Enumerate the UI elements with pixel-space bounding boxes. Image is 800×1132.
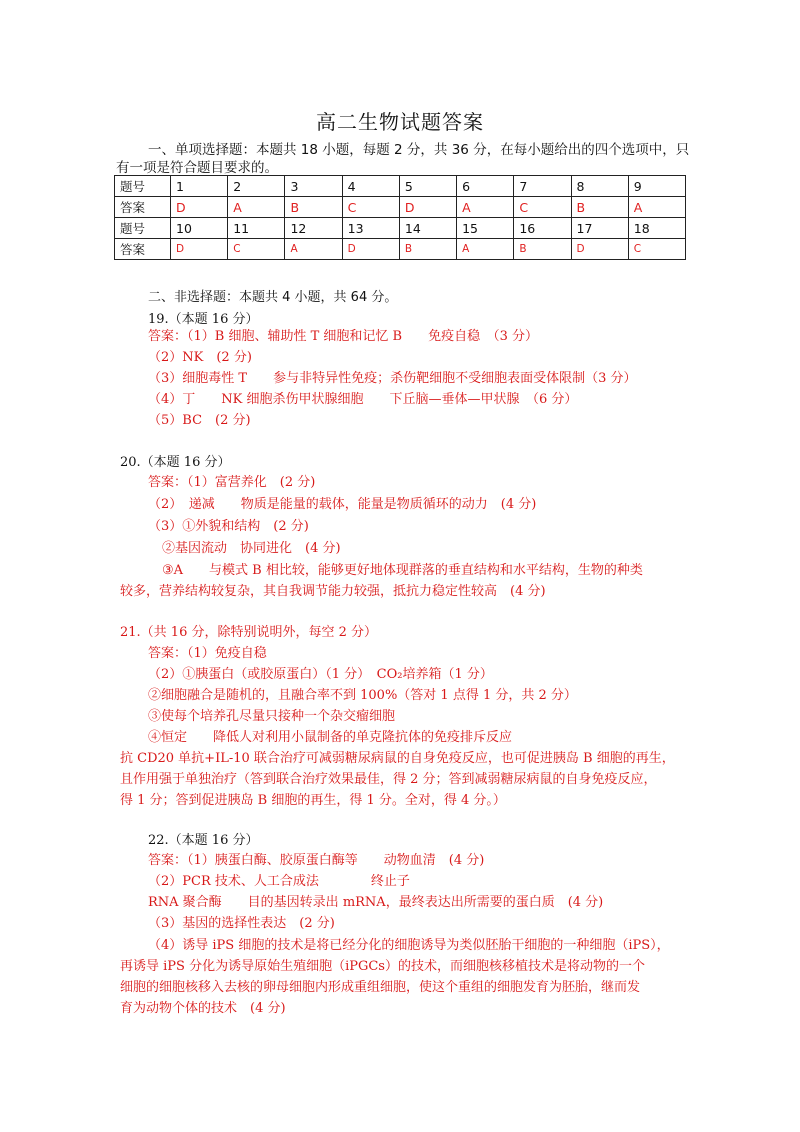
q21-line-7: 且作用强于单独治疗（答到联合治疗效果最佳，得 2 分；答到减弱糖尿病鼠的自身免疫反应，	[120, 772, 657, 787]
q21-line-3: ②细胞融合是随机的，且融合率不到 100%（答对 1 点得 1 分，共 2 分）	[148, 688, 577, 703]
q20-line-6: 较多，营养结构较复杂，其自我调节能力较强，抵抗力稳定性较高 (4 分)	[120, 584, 546, 599]
q21-line-5: ④恒定 降低人对利用小鼠制备的单克隆抗体的免疫排斥反应	[148, 730, 513, 745]
q21-line-6: 抗 CD20 单抗+IL-10 联合治疗可减弱糖尿病鼠的自身免疫反应，也可促进胰岛 B 细胞的再生，	[120, 751, 675, 766]
q22-heading: 22.（本题 16 分）	[148, 833, 259, 848]
q21-line-4: ③使每个培养孔尽量只接种一个杂交瘤细胞	[148, 709, 396, 724]
table-cell: 17	[571, 218, 628, 239]
table-cell-answer: C	[628, 239, 685, 260]
table-cell: 2	[228, 176, 285, 197]
table-cell: 15	[457, 218, 514, 239]
table-cell-answer: D	[571, 239, 628, 260]
q22-line-6: 再诱导 iPS 分化为诱导原始生殖细胞（iPGCs）的技术，而细胞核移植技术是将动物的一个	[120, 959, 645, 974]
table-cell-answer: A	[457, 239, 514, 260]
q21-line-2: （2）①胰蛋白（或胶原蛋白）（1 分） CO₂培养箱（1 分）	[148, 667, 493, 682]
q22-line-1: 答案：（1）胰蛋白酶、胶原蛋白酶等 动物血清 (4 分)	[148, 853, 485, 868]
q22-line-2: （2）PCR 技术、人工合成法 终止子	[148, 874, 410, 889]
table-cell: 13	[342, 218, 399, 239]
row-label-question: 题号	[115, 176, 171, 197]
table-cell: 1	[171, 176, 228, 197]
q19-line-5: （5）BC (2 分)	[148, 413, 251, 428]
q20-line-3: （3）①外貌和结构 (2 分)	[148, 519, 309, 534]
row-label-answer: 答案	[115, 239, 171, 260]
q22-line-4: （3）基因的选择性表达 (2 分)	[148, 916, 335, 931]
q22-line-3: RNA 聚合酶 目的基因转录出 mRNA，最终表达出所需要的蛋白质 (4 分)	[148, 895, 604, 910]
q20-line-2: （2） 递减 物质是能量的载体，能量是物质循环的动力 (4 分)	[148, 497, 537, 512]
table-cell-answer: A	[457, 197, 514, 218]
q20-line-1: 答案：（1）富营养化 (2 分)	[148, 475, 316, 490]
page-title: 高二生物试题答案	[316, 110, 484, 134]
q21-line-8: 得 1 分；答到促进胰岛 B 细胞的再生，得 1 分。全对，得 4 分。）	[120, 793, 506, 808]
table-cell-answer: B	[399, 239, 456, 260]
q19-heading: 19.（本题 16 分）	[148, 312, 259, 327]
table-row	[115, 218, 686, 239]
table-cell: 18	[628, 218, 685, 239]
table-row	[115, 176, 686, 197]
table-cell: 14	[399, 218, 456, 239]
table-cell-answer: C	[342, 197, 399, 218]
table-cell: 9	[628, 176, 685, 197]
table-cell: 4	[342, 176, 399, 197]
table-cell-answer: D	[342, 239, 399, 260]
table-cell: 7	[514, 176, 571, 197]
table-cell: 3	[285, 176, 342, 197]
table-cell: 12	[285, 218, 342, 239]
table-row	[115, 197, 686, 218]
q19-line-1: 答案：（1）B 细胞、辅助性 T 细胞和记忆 B 免疫自稳 （3 分）	[148, 329, 538, 344]
table-cell-answer: B	[514, 239, 571, 260]
answer-table	[114, 175, 686, 260]
table-cell-answer: B	[571, 197, 628, 218]
q22-line-7: 细胞的细胞核移入去核的卵母细胞内形成重组细胞，使这个重组的细胞发育为胚胎，继而发	[120, 980, 641, 995]
q19-line-3: （3）细胞毒性 T 参与非特异性免疫；杀伤靶细胞不受细胞表面受体限制（3 分）	[148, 371, 637, 386]
table-cell-answer: B	[285, 197, 342, 218]
table-cell-answer: D	[171, 197, 228, 218]
section1-intro: 一、单项选择题：本题共 18 小题，每题 2 分，共 36 分，在每小题给出的四个选项中，只有一项是符合题目要求的。	[116, 142, 690, 176]
q20-line-5: ③A 与模式 B 相比较，能够更好地体现群落的垂直结构和水平结构，生物的种类	[162, 563, 643, 578]
table-cell-answer: C	[228, 239, 285, 260]
row-label-answer: 答案	[115, 197, 171, 218]
table-cell: 8	[571, 176, 628, 197]
table-row	[115, 239, 686, 260]
q21-line-1: 答案：（1）免疫自稳	[148, 646, 267, 661]
q22-line-5: （4）诱导 iPS 细胞的技术是将已经分化的细胞诱导为类似胚胎干细胞的一种细胞（iPS），	[148, 938, 670, 953]
table-cell-answer: A	[228, 197, 285, 218]
q19-line-4: （4）丁 NK 细胞杀伤甲状腺细胞 下丘脑—垂体—甲状腺 （6 分）	[148, 392, 578, 407]
table-cell: 6	[457, 176, 514, 197]
table-cell-answer: D	[171, 239, 228, 260]
table-cell: 5	[399, 176, 456, 197]
table-cell-answer: A	[285, 239, 342, 260]
table-cell-answer: C	[514, 197, 571, 218]
table-cell: 16	[514, 218, 571, 239]
row-label-question: 题号	[115, 218, 171, 239]
q20-line-4: ②基因流动 协同进化 (4 分)	[162, 541, 341, 556]
q20-heading: 20.（本题 16 分）	[120, 455, 231, 470]
table-cell-answer: D	[399, 197, 456, 218]
table-cell: 11	[228, 218, 285, 239]
table-cell: 10	[171, 218, 228, 239]
section2-intro: 二、非选择题：本题共 4 小题，共 64 分。	[148, 290, 398, 305]
q22-line-8: 育为动物个体的技术 (4 分)	[120, 1001, 286, 1016]
q19-line-2: （2）NK (2 分)	[148, 350, 252, 365]
q21-heading: 21.（共 16 分，除特别说明外，每空 2 分）	[120, 625, 378, 640]
table-cell-answer: A	[628, 197, 685, 218]
